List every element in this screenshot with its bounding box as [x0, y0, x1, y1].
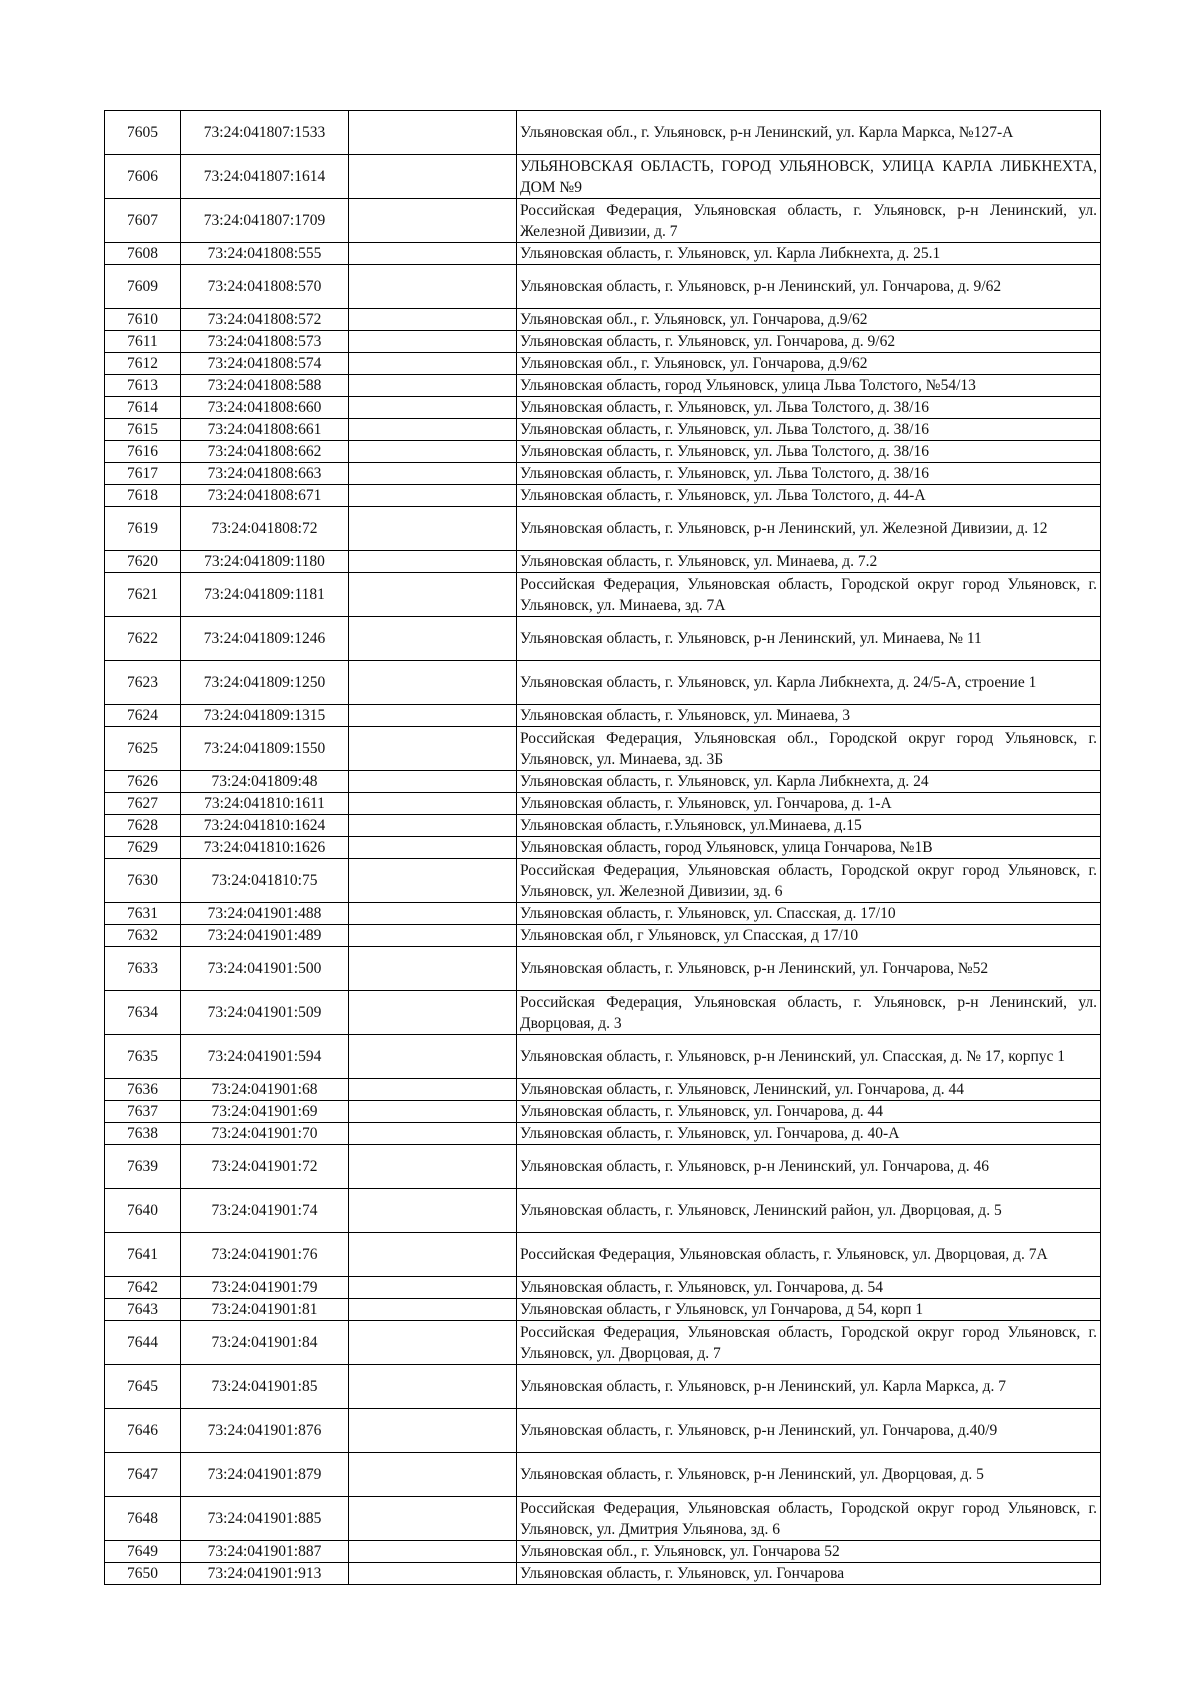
address-cell: Российская Федерация, Ульяновская область, Городской округ город Ульяновск, г. Ульяновск, ул. Минаева, зд. 7А: [517, 573, 1101, 617]
row-number-cell: 7625: [105, 727, 181, 771]
row-number-cell: 7630: [105, 859, 181, 903]
blank-cell: [349, 441, 517, 463]
table-row: [105, 1321, 1101, 1365]
address-cell: Ульяновская область, г. Ульяновск, р-н Ленинский, ул. Железной Дивизии, д. 12: [517, 507, 1101, 551]
cadastral-number-cell: 73:24:041901:488: [181, 903, 349, 925]
row-number-cell: 7608: [105, 243, 181, 265]
cadastral-number-cell: 73:24:041809:1550: [181, 727, 349, 771]
row-number-cell: 7627: [105, 793, 181, 815]
row-number-cell: 7618: [105, 485, 181, 507]
row-number-cell: 7626: [105, 771, 181, 793]
blank-cell: [349, 1145, 517, 1189]
row-number-cell: 7615: [105, 419, 181, 441]
blank-cell: [349, 375, 517, 397]
address-cell: Ульяновская область, г. Ульяновск, ул. Льва Толстого, д. 38/16: [517, 441, 1101, 463]
cadastral-number-cell: 73:24:041901:74: [181, 1189, 349, 1233]
row-number-cell: 7635: [105, 1035, 181, 1079]
address-cell: Ульяновская обл., г. Ульяновск, р-н Ленинский, ул. Карла Маркса, №127-А: [517, 111, 1101, 155]
table-row: [105, 573, 1101, 617]
blank-cell: [349, 903, 517, 925]
blank-cell: [349, 727, 517, 771]
address-cell: Ульяновская область, г. Ульяновск, ул. Минаева, 3: [517, 705, 1101, 727]
table-row: [105, 859, 1101, 903]
address-cell: Ульяновская область, г. Ульяновск, ул. Гончарова, д. 1-А: [517, 793, 1101, 815]
cadastral-number-cell: 73:24:041901:885: [181, 1497, 349, 1541]
row-number-cell: 7638: [105, 1123, 181, 1145]
cadastral-number-cell: 73:24:041808:573: [181, 331, 349, 353]
blank-cell: [349, 551, 517, 573]
blank-cell: [349, 463, 517, 485]
table-row: [105, 705, 1101, 727]
address-cell: Российская Федерация, Ульяновская обл., Городской округ город Ульяновск, г. Ульяновск, ул. Минаева, зд. 3Б: [517, 727, 1101, 771]
cadastral-number-cell: 73:24:041809:1250: [181, 661, 349, 705]
blank-cell: [349, 1299, 517, 1321]
address-cell: Ульяновская область, город Ульяновск, улица Льва Толстого, №54/13: [517, 375, 1101, 397]
row-number-cell: 7642: [105, 1277, 181, 1299]
blank-cell: [349, 925, 517, 947]
cadastral-number-cell: 73:24:041810:75: [181, 859, 349, 903]
row-number-cell: 7612: [105, 353, 181, 375]
row-number-cell: 7610: [105, 309, 181, 331]
table-row: [105, 111, 1101, 155]
address-cell: Российская Федерация, Ульяновская область, г. Ульяновск, ул. Дворцовая, д. 7А: [517, 1233, 1101, 1277]
row-number-cell: 7611: [105, 331, 181, 353]
cadastral-number-cell: 73:24:041901:68: [181, 1079, 349, 1101]
address-cell: Ульяновская область, г. Ульяновск, ул. Карла Либкнехта, д. 25.1: [517, 243, 1101, 265]
cadastral-number-cell: 73:24:041809:48: [181, 771, 349, 793]
table-row: [105, 199, 1101, 243]
blank-cell: [349, 309, 517, 331]
row-number-cell: 7649: [105, 1541, 181, 1563]
cadastral-number-cell: 73:24:041901:81: [181, 1299, 349, 1321]
address-cell: Ульяновская область, г. Ульяновск, р-н Ленинский, ул. Дворцовая, д. 5: [517, 1453, 1101, 1497]
table-row: [105, 947, 1101, 991]
cadastral-number-cell: 73:24:041808:555: [181, 243, 349, 265]
cadastral-number-cell: 73:24:041901:594: [181, 1035, 349, 1079]
address-cell: Ульяновская область, г. Ульяновск, ул. Карла Либкнехта, д. 24: [517, 771, 1101, 793]
address-cell: Российская Федерация, Ульяновская область, Городской округ город Ульяновск, г. Ульяновск, ул. Дворцовая, д. 7: [517, 1321, 1101, 1365]
address-cell: Ульяновская обл, г Ульяновск, ул Спасская, д 17/10: [517, 925, 1101, 947]
blank-cell: [349, 1079, 517, 1101]
row-number-cell: 7614: [105, 397, 181, 419]
row-number-cell: 7616: [105, 441, 181, 463]
cadastral-number-cell: 73:24:041901:76: [181, 1233, 349, 1277]
address-cell: УЛЬЯНОВСКАЯ ОБЛАСТЬ, ГОРОД УЛЬЯНОВСК, УЛИЦА КАРЛА ЛИБКНЕХТА, ДОМ №9: [517, 155, 1101, 199]
address-cell: Ульяновская область, г. Ульяновск, р-н Ленинский, ул. Гончарова, №52: [517, 947, 1101, 991]
row-number-cell: 7617: [105, 463, 181, 485]
cadastral-number-cell: 73:24:041901:879: [181, 1453, 349, 1497]
address-cell: Ульяновская область, г. Ульяновск, ул. Гончарова, д. 44: [517, 1101, 1101, 1123]
table-row: [105, 1123, 1101, 1145]
cadastral-number-cell: 73:24:041808:662: [181, 441, 349, 463]
row-number-cell: 7637: [105, 1101, 181, 1123]
row-number-cell: 7639: [105, 1145, 181, 1189]
address-cell: Российская Федерация, Ульяновская область, Городской округ город Ульяновск, г. Ульяновск, ул. Дмитрия Ульянова, зд. 6: [517, 1497, 1101, 1541]
blank-cell: [349, 1453, 517, 1497]
blank-cell: [349, 573, 517, 617]
blank-cell: [349, 617, 517, 661]
cadastral-number-cell: 73:24:041809:1315: [181, 705, 349, 727]
table-row: [105, 1145, 1101, 1189]
row-number-cell: 7605: [105, 111, 181, 155]
address-cell: Ульяновская область, г. Ульяновск, ул. Минаева, д. 7.2: [517, 551, 1101, 573]
table-row: [105, 1497, 1101, 1541]
table-row: [105, 397, 1101, 419]
table-row: [105, 507, 1101, 551]
cadastral-number-cell: 73:24:041810:1611: [181, 793, 349, 815]
cadastral-number-cell: 73:24:041807:1614: [181, 155, 349, 199]
address-cell: Ульяновская область, г. Ульяновск, Ленинский район, ул. Дворцовая, д. 5: [517, 1189, 1101, 1233]
table-row: [105, 419, 1101, 441]
blank-cell: [349, 1409, 517, 1453]
table-row: [105, 1409, 1101, 1453]
table-row: [105, 1563, 1101, 1585]
blank-cell: [349, 1497, 517, 1541]
table-row: [105, 991, 1101, 1035]
cadastral-number-cell: 73:24:041901:72: [181, 1145, 349, 1189]
cadastral-number-cell: 73:24:041901:489: [181, 925, 349, 947]
cadastral-number-cell: 73:24:041901:500: [181, 947, 349, 991]
blank-cell: [349, 507, 517, 551]
blank-cell: [349, 1277, 517, 1299]
address-cell: Ульяновская обл., г. Ульяновск, ул. Гончарова, д.9/62: [517, 353, 1101, 375]
blank-cell: [349, 947, 517, 991]
row-number-cell: 7646: [105, 1409, 181, 1453]
cadastral-number-cell: 73:24:041901:69: [181, 1101, 349, 1123]
row-number-cell: 7629: [105, 837, 181, 859]
blank-cell: [349, 1123, 517, 1145]
cadastral-number-cell: 73:24:041808:661: [181, 419, 349, 441]
table-row: [105, 463, 1101, 485]
address-cell: Ульяновская область, г. Ульяновск, р-н Ленинский, ул. Гончарова, д. 46: [517, 1145, 1101, 1189]
table-row: [105, 243, 1101, 265]
blank-cell: [349, 331, 517, 353]
table-row: [105, 331, 1101, 353]
table-row: [105, 441, 1101, 463]
address-cell: Ульяновская область, г. Ульяновск, р-н Ленинский, ул. Гончарова, д.40/9: [517, 1409, 1101, 1453]
row-number-cell: 7636: [105, 1079, 181, 1101]
row-number-cell: 7648: [105, 1497, 181, 1541]
table-row: [105, 1035, 1101, 1079]
table-row: [105, 1277, 1101, 1299]
table-row: [105, 661, 1101, 705]
address-cell: Ульяновская обл., г. Ульяновск, ул. Гончарова 52: [517, 1541, 1101, 1563]
blank-cell: [349, 397, 517, 419]
address-cell: Ульяновская область, г Ульяновск, ул Гончарова, д 54, корп 1: [517, 1299, 1101, 1321]
blank-cell: [349, 155, 517, 199]
table-row: [105, 1299, 1101, 1321]
address-cell: Ульяновская область, г. Ульяновск, ул. Льва Толстого, д. 38/16: [517, 419, 1101, 441]
blank-cell: [349, 1233, 517, 1277]
address-cell: Ульяновская область, г. Ульяновск, ул. Карла Либкнехта, д. 24/5-А, строение 1: [517, 661, 1101, 705]
row-number-cell: 7619: [105, 507, 181, 551]
blank-cell: [349, 243, 517, 265]
blank-cell: [349, 793, 517, 815]
cadastral-number-cell: 73:24:041808:660: [181, 397, 349, 419]
table-row: [105, 793, 1101, 815]
cadastral-number-cell: 73:24:041809:1181: [181, 573, 349, 617]
table-body: [105, 111, 1101, 1585]
blank-cell: [349, 199, 517, 243]
table-row: [105, 837, 1101, 859]
cadastral-number-cell: 73:24:041808:671: [181, 485, 349, 507]
row-number-cell: 7632: [105, 925, 181, 947]
cadastral-number-cell: 73:24:041809:1180: [181, 551, 349, 573]
cadastral-number-cell: 73:24:041809:1246: [181, 617, 349, 661]
blank-cell: [349, 419, 517, 441]
row-number-cell: 7643: [105, 1299, 181, 1321]
table-row: [105, 815, 1101, 837]
row-number-cell: 7644: [105, 1321, 181, 1365]
blank-cell: [349, 1563, 517, 1585]
address-cell: Ульяновская область, г. Ульяновск, р-н Ленинский, ул. Спасская, д. № 17, корпус 1: [517, 1035, 1101, 1079]
row-number-cell: 7606: [105, 155, 181, 199]
blank-cell: [349, 111, 517, 155]
blank-cell: [349, 1321, 517, 1365]
row-number-cell: 7645: [105, 1365, 181, 1409]
blank-cell: [349, 991, 517, 1035]
table-row: [105, 375, 1101, 397]
table-row: [105, 155, 1101, 199]
address-cell: Российская Федерация, Ульяновская область, г. Ульяновск, р-н Ленинский, ул. Дворцовая, д. 3: [517, 991, 1101, 1035]
table-row: [105, 1079, 1101, 1101]
cadastral-number-cell: 73:24:041808:572: [181, 309, 349, 331]
address-cell: Ульяновская область, город Ульяновск, улица Гончарова, №1В: [517, 837, 1101, 859]
address-cell: Ульяновская область, г. Ульяновск, р-н Ленинский, ул. Карла Маркса, д. 7: [517, 1365, 1101, 1409]
address-cell: Ульяновская область, г.Ульяновск, ул.Минаева, д.15: [517, 815, 1101, 837]
blank-cell: [349, 1365, 517, 1409]
row-number-cell: 7613: [105, 375, 181, 397]
table-row: [105, 1453, 1101, 1497]
address-cell: Ульяновская область, г. Ульяновск, ул. Льва Толстого, д. 44-А: [517, 485, 1101, 507]
row-number-cell: 7634: [105, 991, 181, 1035]
blank-cell: [349, 859, 517, 903]
cadastral-number-cell: 73:24:041901:876: [181, 1409, 349, 1453]
table-row: [105, 1365, 1101, 1409]
row-number-cell: 7620: [105, 551, 181, 573]
cadastral-number-cell: 73:24:041901:70: [181, 1123, 349, 1145]
cadastral-number-cell: 73:24:041807:1533: [181, 111, 349, 155]
table-row: [105, 353, 1101, 375]
blank-cell: [349, 705, 517, 727]
document-page: [104, 110, 1100, 1585]
address-cell: Ульяновская область, г. Ульяновск, ул. Гончарова, д. 40-А: [517, 1123, 1101, 1145]
row-number-cell: 7607: [105, 199, 181, 243]
table-row: [105, 265, 1101, 309]
table-row: [105, 617, 1101, 661]
blank-cell: [349, 353, 517, 375]
row-number-cell: 7641: [105, 1233, 181, 1277]
address-cell: Ульяновская область, г. Ульяновск, р-н Ленинский, ул. Гончарова, д. 9/62: [517, 265, 1101, 309]
address-cell: Российская Федерация, Ульяновская область, Городской округ город Ульяновск, г. Ульяновск, ул. Железной Дивизии, зд. 6: [517, 859, 1101, 903]
blank-cell: [349, 1035, 517, 1079]
blank-cell: [349, 1541, 517, 1563]
address-cell: Ульяновская область, г. Ульяновск, ул. Гончарова: [517, 1563, 1101, 1585]
table-row: [105, 309, 1101, 331]
cadastral-number-cell: 73:24:041808:588: [181, 375, 349, 397]
row-number-cell: 7640: [105, 1189, 181, 1233]
address-cell: Ульяновская область, г. Ульяновск, ул. Спасская, д. 17/10: [517, 903, 1101, 925]
cadastral-number-cell: 73:24:041901:79: [181, 1277, 349, 1299]
row-number-cell: 7609: [105, 265, 181, 309]
cadastral-number-cell: 73:24:041901:913: [181, 1563, 349, 1585]
row-number-cell: 7631: [105, 903, 181, 925]
table-row: [105, 551, 1101, 573]
table-row: [105, 903, 1101, 925]
blank-cell: [349, 837, 517, 859]
blank-cell: [349, 265, 517, 309]
address-cell: Ульяновская область, г. Ульяновск, ул. Гончарова, д. 9/62: [517, 331, 1101, 353]
cadastral-number-cell: 73:24:041810:1626: [181, 837, 349, 859]
table-row: [105, 1101, 1101, 1123]
address-cell: Ульяновская область, г. Ульяновск, Ленинский, ул. Гончарова, д. 44: [517, 1079, 1101, 1101]
address-cell: Ульяновская область, г. Ульяновск, ул. Льва Толстого, д. 38/16: [517, 463, 1101, 485]
row-number-cell: 7622: [105, 617, 181, 661]
cadastral-number-cell: 73:24:041807:1709: [181, 199, 349, 243]
address-cell: Ульяновская область, г. Ульяновск, ул. Льва Толстого, д. 38/16: [517, 397, 1101, 419]
cadastral-number-cell: 73:24:041808:72: [181, 507, 349, 551]
address-cell: Ульяновская область, г. Ульяновск, р-н Ленинский, ул. Минаева, № 11: [517, 617, 1101, 661]
table-row: [105, 1233, 1101, 1277]
address-cell: Ульяновская область, г. Ульяновск, ул. Гончарова, д. 54: [517, 1277, 1101, 1299]
cadastral-number-cell: 73:24:041810:1624: [181, 815, 349, 837]
address-cell: Российская Федерация, Ульяновская область, г. Ульяновск, р-н Ленинский, ул. Железной Дивизии, д. 7: [517, 199, 1101, 243]
cadastral-number-cell: 73:24:041901:84: [181, 1321, 349, 1365]
row-number-cell: 7633: [105, 947, 181, 991]
row-number-cell: 7621: [105, 573, 181, 617]
row-number-cell: 7623: [105, 661, 181, 705]
row-number-cell: 7624: [105, 705, 181, 727]
table-row: [105, 727, 1101, 771]
row-number-cell: 7650: [105, 1563, 181, 1585]
table-row: [105, 1541, 1101, 1563]
blank-cell: [349, 1101, 517, 1123]
cadastral-number-cell: 73:24:041808:570: [181, 265, 349, 309]
cadastral-number-cell: 73:24:041808:574: [181, 353, 349, 375]
cadastral-number-cell: 73:24:041808:663: [181, 463, 349, 485]
table-row: [105, 771, 1101, 793]
blank-cell: [349, 661, 517, 705]
cadastral-number-cell: 73:24:041901:85: [181, 1365, 349, 1409]
table-row: [105, 1189, 1101, 1233]
row-number-cell: 7628: [105, 815, 181, 837]
table-row: [105, 485, 1101, 507]
cadastral-number-cell: 73:24:041901:509: [181, 991, 349, 1035]
blank-cell: [349, 1189, 517, 1233]
blank-cell: [349, 485, 517, 507]
row-number-cell: 7647: [105, 1453, 181, 1497]
land-plot-table: [104, 110, 1101, 1585]
blank-cell: [349, 771, 517, 793]
table-row: [105, 925, 1101, 947]
address-cell: Ульяновская обл., г. Ульяновск, ул. Гончарова, д.9/62: [517, 309, 1101, 331]
blank-cell: [349, 815, 517, 837]
cadastral-number-cell: 73:24:041901:887: [181, 1541, 349, 1563]
